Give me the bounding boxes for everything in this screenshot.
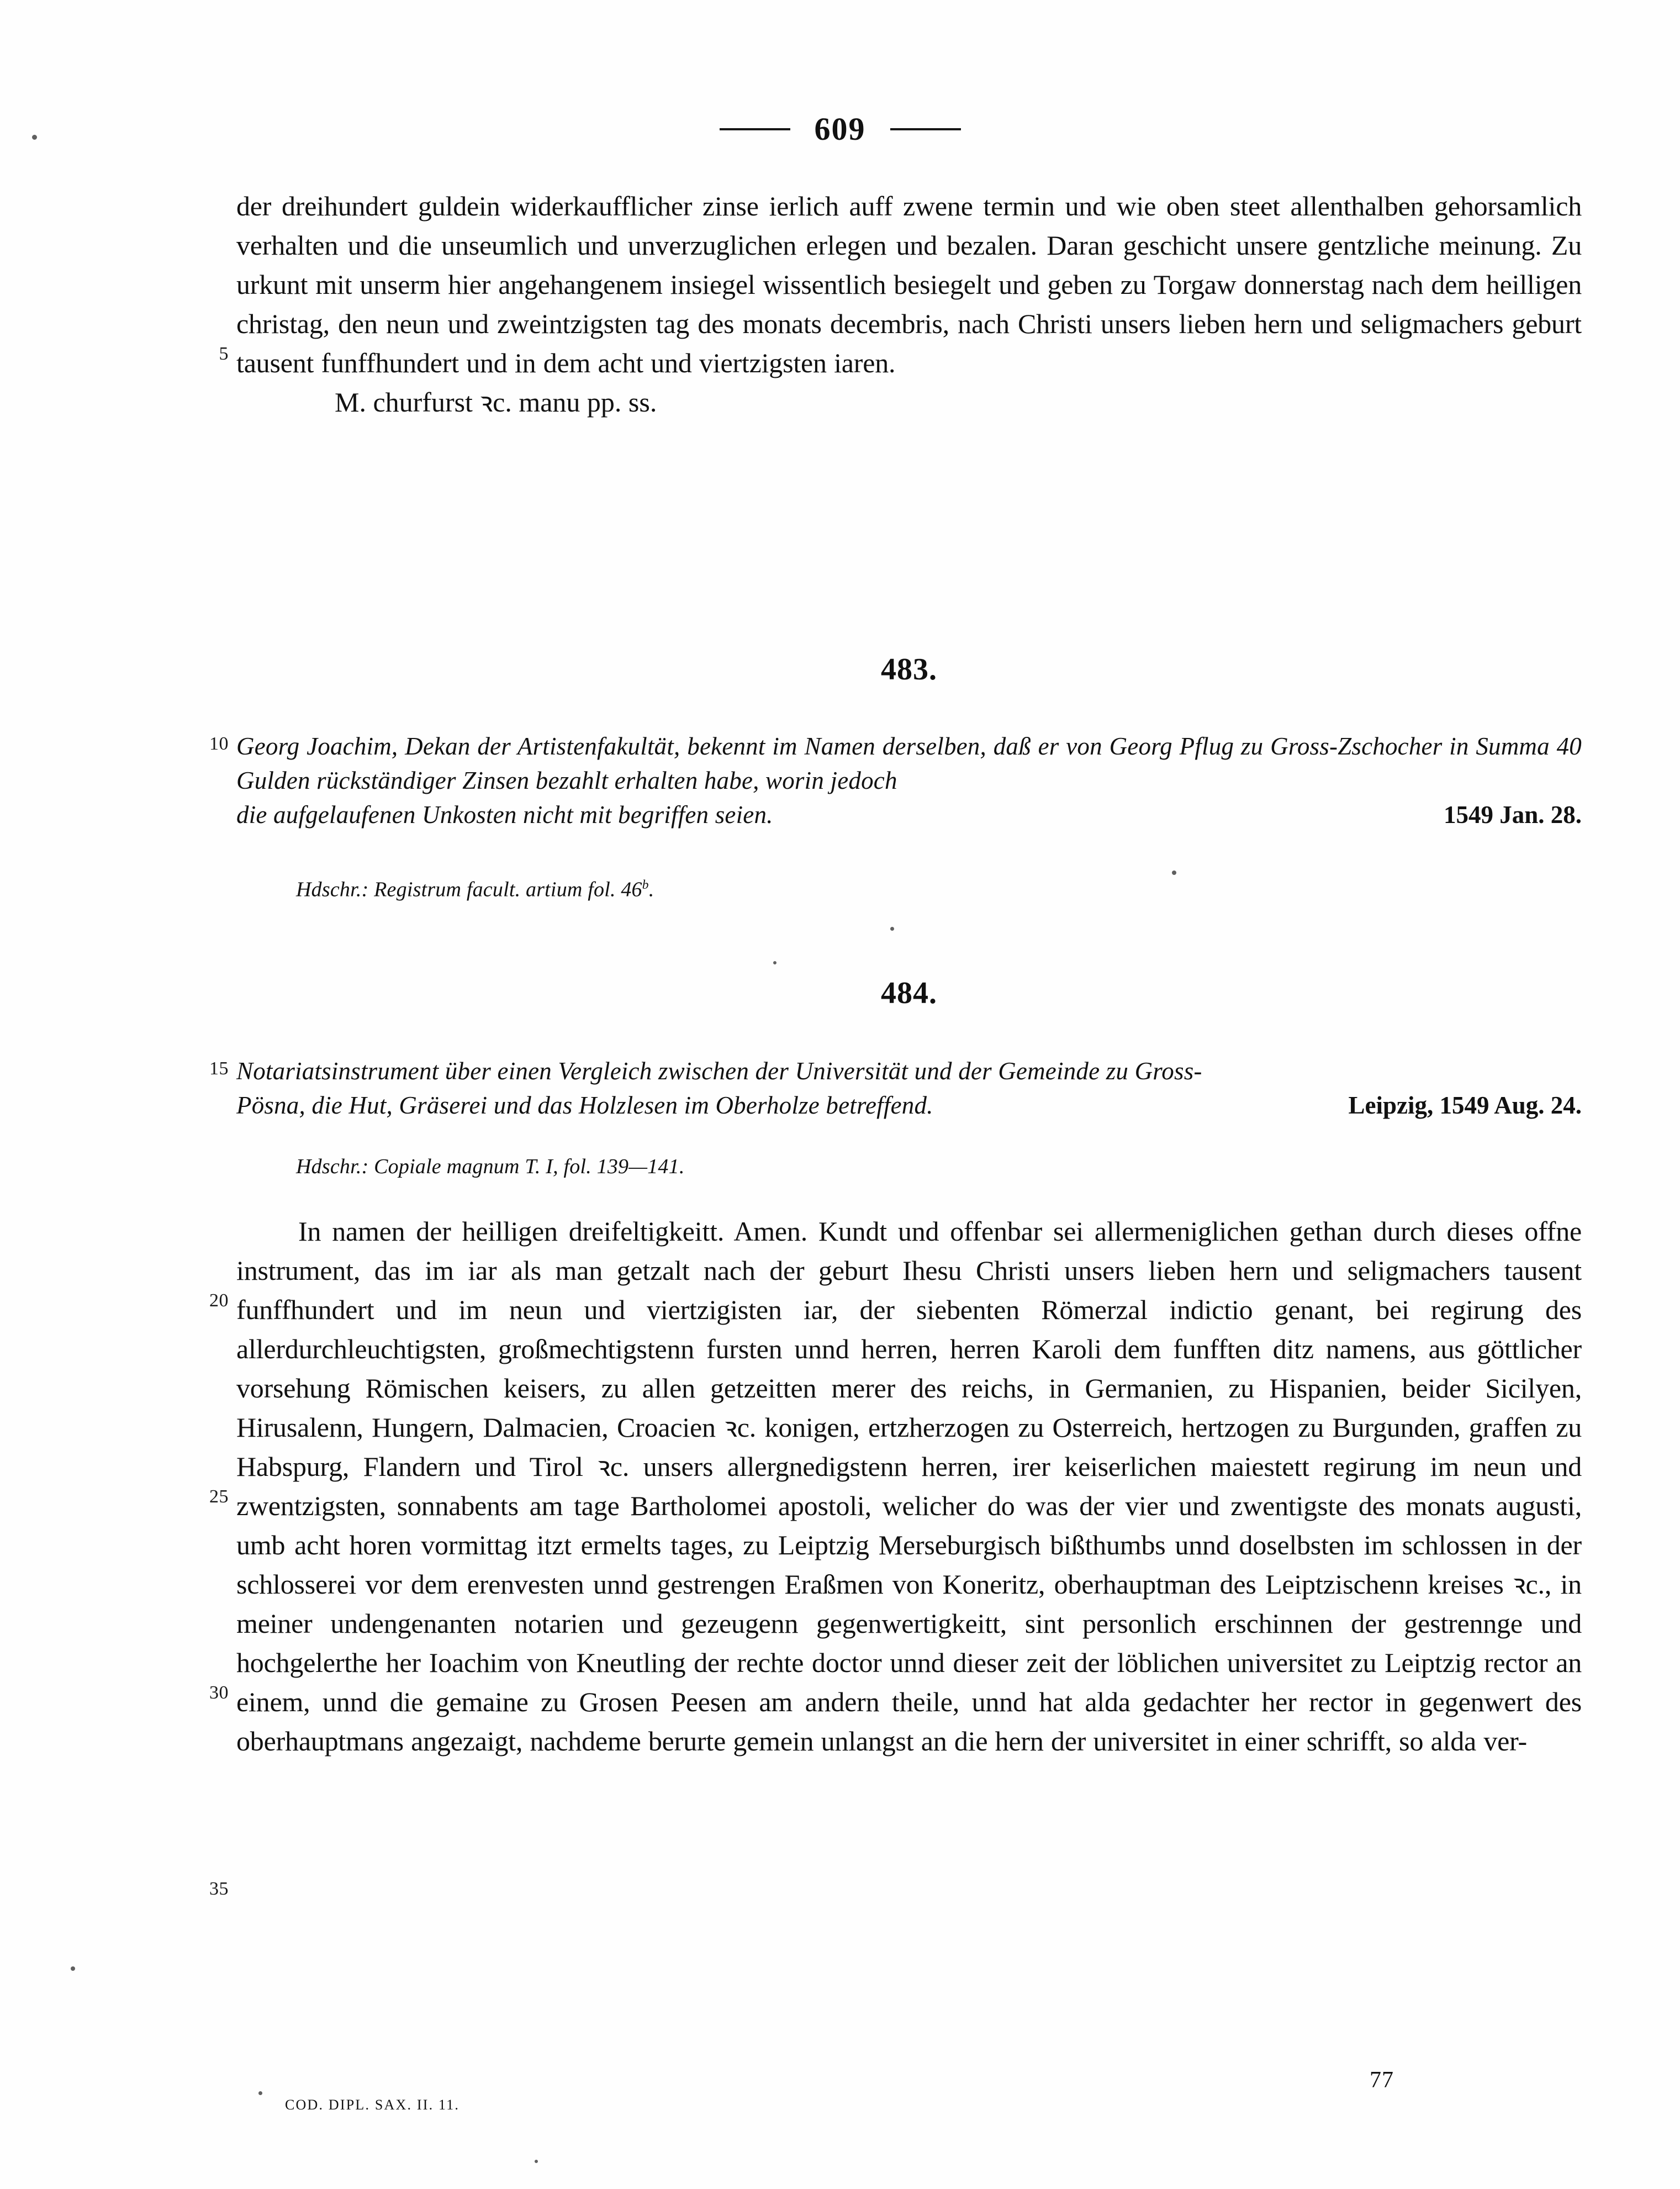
charter-continuation-paragraph: der dreihundert guldein widerkaufflicher zinse ierlich auff zwene termin und wie oben steet allenthalben gehorsamlich verhalten und die unseumlich und unverzuglichen erlegen und bezalen. Daran geschicht unsere gentzliche meinung. Zu urkunt mit unserm hier angehangenem insiegel wissentlich besiegelt und geben zu Torgaw donnerstag nach dem heilligen christag, den neun und zweintzigsten tag des monats decembris, nach Christi unsers lieben hern und seligmachers geburt tausent funffhundert und in dem acht und viertzigsten iaren. (236, 191, 1582, 378)
regest-484-main: Notariatsinstrument über einen Vergleich zwischen der Universität und der Gemeinde zu Gross- (236, 1057, 1202, 1085)
running-head (0, 113, 1680, 145)
document-484-regest-block (209, 1054, 1582, 1122)
line-number-10: 10 (209, 734, 229, 754)
regest-484-tail-row (236, 1088, 1582, 1122)
footer-signature: COD. DIPL. SAX. II. 11. (285, 2097, 460, 2113)
source-label-484: Hdschr.: (296, 1155, 369, 1178)
regest-483 (236, 729, 1582, 832)
dateline-484: Leipzig, 1549 Aug. 24. (1348, 1091, 1582, 1119)
source-label-483: Hdschr.: (296, 878, 369, 901)
head-rule-right (890, 128, 961, 130)
document-number-483: 483. (881, 652, 937, 687)
head-rule-left (720, 128, 790, 130)
document-number-484: 484. (881, 976, 937, 1010)
line-number-25: 25 (209, 1486, 229, 1507)
footer-sheet-number: 77 (1370, 2067, 1394, 2093)
scan-speck (1172, 871, 1176, 875)
document-483-heading-block (236, 652, 1582, 687)
line-number-15: 15 (209, 1058, 229, 1079)
document-484-body-block (209, 1212, 1582, 1899)
scan-speck (32, 135, 37, 140)
document-484-body: In namen der heilligen dreifeltigkeitt. Amen. Kundt und offenbar sei allermeniglichen gethan durch dieses offne instrument, das im iar als man getzalt nach der geburt Ihesu Christi unsers lieben hern und seligmachers tausent funffhundert und im neun und viertzigisten iar, der siebenten Römerzal indictio genant, bei regirung des allerdurchleuchtigsten, großmechtigstenn fursten unnd herren, herren Karoli dem funfften ditz namens, aus göttlicher vorsehung Römischen keisers, zu allen getzeitten merer des reichs, in Germanien, zu Hispanien, beider Sicilyen, Hirusalenn, Hungern, Dalmacien, Croacien ꝛc. konigen, ertzherzogen zu Osterreich, hertzogen zu Burgunden, graffen zu Habspurg, Flandern und Tirol ꝛc. unsers allergnedigstenn herren, irer keiserlichen maiestett regirung im neun und zwentzigsten, sonnabents am tage Bartholomei apostoli, welicher do was der vier und zwentigste des monats augusti, umb acht horen vormittag itzt ermelts tages, zu Leiptzig Merseburgisch bißthumbs unnd doselbsten im schlossen in der schlosserei vor dem erenvesten unnd gestrengen Eraßmen von Koneritz, oberhauptman des Leiptzischenn kreises ꝛc., in meiner undengenanten notarien und gezeugenn gegenwertigkeitt, sint personlich erschinnen der gestrennge und hochgelerthe her Ioachim von Kneutling der rechte doctor unnd dieser zeit der löblichen universitet zu Leiptzig rector an einem, unnd die gemaine zu Grosen Peesen am andern theile, unnd hat alda gedachter her rector in gegenwert des oberhauptmans angezaigt, nachdeme berurte gemein unlangst an die hern der universitet in einer schrifft, so alda ver- (236, 1216, 1582, 1757)
regest-483-tail: die aufgelaufenen Unkosten nicht mit begriffen seien. (236, 801, 773, 829)
source-superscript-483: b (642, 878, 649, 892)
document-483-regest-block (209, 729, 1582, 832)
regest-483-tail-row (236, 798, 1582, 832)
folio-number: 609 (814, 111, 866, 147)
line-number-20: 20 (209, 1290, 229, 1311)
line-number-5: 5 (219, 344, 229, 364)
scan-speck (71, 1966, 75, 1971)
document-484-heading-block (236, 975, 1582, 1011)
source-note-483 (236, 871, 1582, 904)
document-483-source-block (236, 871, 1582, 904)
charter-subscription: M. churfurst ꝛc. manu pp. ss. (335, 387, 657, 418)
source-terminator-483: . (648, 878, 654, 901)
regest-484-tail: Pösna, die Hut, Gräserei und das Holzlesen im Oberholze betreffend. (236, 1091, 933, 1119)
dateline-483: 1549 Jan. 28. (1443, 801, 1582, 829)
scan-speck (535, 2160, 538, 2163)
scan-speck (258, 2091, 262, 2095)
source-note-484 (236, 1152, 1582, 1181)
document-484-source-block (236, 1152, 1582, 1181)
source-text-484: Copiale magnum T. I, fol. 139—141. (374, 1155, 685, 1178)
line-number-30: 30 (209, 1682, 229, 1703)
regest-483-main: Georg Joachim, Dekan der Artistenfakultät, bekennt im Namen derselben, daß er von Georg Pflug zu Gross-Zschocher in Summa 40 Gulden rückständiger Zinsen bezahlt erhalten habe, worin jedoch (236, 732, 1582, 794)
source-text-483: Registrum facult. artium fol. 46 (374, 878, 642, 901)
regest-484 (236, 1054, 1582, 1122)
continued-charter-block (219, 187, 1582, 422)
scan-speck (890, 927, 894, 931)
scan-speck (773, 961, 776, 964)
line-number-35: 35 (209, 1879, 229, 1899)
